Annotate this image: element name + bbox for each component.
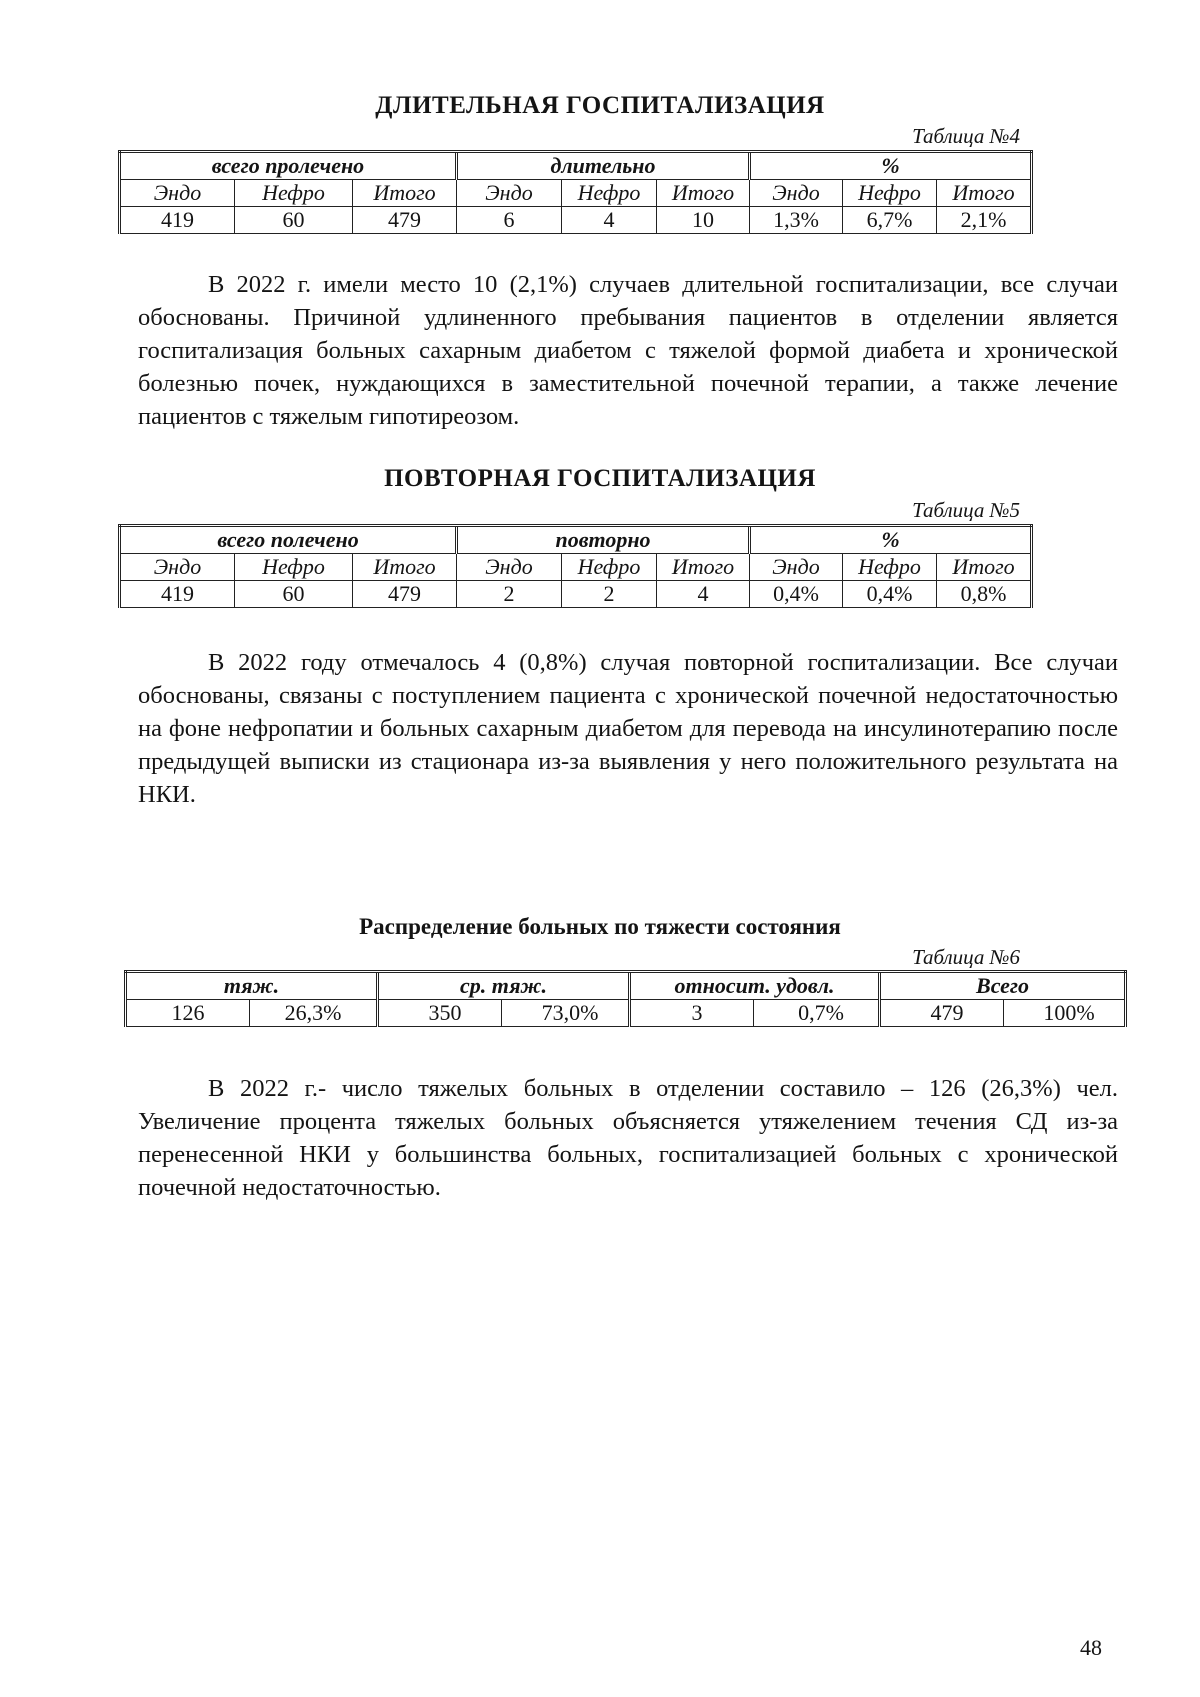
group-header: %: [750, 526, 1032, 554]
table-6: [124, 970, 1127, 1027]
paragraph-severity: В 2022 г.- число тяжелых больных в отделении составило – 126 (26,3%) чел. Увеличение процента тяжелых больных объясняется утяжелением течения СД из-за перенесенной НКИ у большинства больных, госпитализацией больных с хронической почечной недостаточностью.: [138, 1075, 1118, 1201]
table-cell: 4: [562, 207, 657, 234]
group-header: %: [750, 152, 1032, 180]
table-cell: 6: [457, 207, 562, 234]
table-cell: 479: [880, 1000, 1004, 1027]
column-header: Итого: [353, 180, 457, 207]
table-caption-6: Таблица №6: [912, 945, 1020, 969]
table-cell: 2: [562, 581, 657, 608]
column-header: Нефро: [843, 180, 937, 207]
table-cell: 100%: [1004, 1000, 1126, 1027]
group-header: тяж.: [126, 972, 378, 1000]
column-header: Нефро: [562, 554, 657, 581]
column-header: Итого: [657, 554, 750, 581]
table-6-group-row: [126, 972, 1126, 1000]
table-cell: 419: [120, 207, 235, 234]
paragraph-long-hospitalization: В 2022 г. имели место 10 (2,1%) случаев длительной госпитализации, все случаи обоснованы. Причиной удлиненного пребывания пациентов в отделении является госпитализация больных сахарным диабетом с тяжелой формой диабета и хронической болезнью почек, нуждающихся в заместительной почечной терапии, а также лечение пациентов с тяжелым гипотиреозом.: [138, 271, 1118, 430]
group-header: всего полечено: [120, 526, 457, 554]
table-cell: 0,8%: [937, 581, 1032, 608]
table-cell: 60: [235, 581, 353, 608]
column-header: Эндо: [120, 180, 235, 207]
page-number: 48: [1080, 1635, 1102, 1660]
table-cell: 3: [630, 1000, 754, 1027]
table-cell: 60: [235, 207, 353, 234]
group-header: длительно: [457, 152, 750, 180]
group-header: ср. тяж.: [378, 972, 630, 1000]
section-title-long-hospitalization: ДЛИТЕЛЬНАЯ ГОСПИТАЛИЗАЦИЯ: [375, 92, 825, 119]
table-4-header-row: [120, 180, 1032, 207]
table-cell: 0,4%: [843, 581, 937, 608]
table-5-header-row: [120, 554, 1032, 581]
column-header: Эндо: [120, 554, 235, 581]
table-cell: 0,4%: [750, 581, 843, 608]
column-header: Эндо: [457, 180, 562, 207]
section-title-severity: Распределение больных по тяжести состояния: [359, 914, 841, 939]
column-header: Итого: [937, 180, 1032, 207]
table-caption-5: Таблица №5: [912, 498, 1020, 522]
column-header: Нефро: [562, 180, 657, 207]
group-header: Всего: [880, 972, 1126, 1000]
group-header: повторно: [457, 526, 750, 554]
table-cell: 479: [353, 207, 457, 234]
table-6-value-row: [126, 1000, 1126, 1027]
paragraph-repeat-hospitalization: В 2022 году отмечалось 4 (0,8%) случая повторной госпитализации. Все случаи обоснованы, связаны с поступлением пациента с хронической почечной недостаточностью на фоне нефропатии и больных сахарным диабетом для перевода на инсулинотерапию после предыдущей выписки из стационара из-за выявления у него положительного результата на НКИ.: [138, 649, 1118, 808]
table-4: [118, 150, 1033, 234]
column-header: Итого: [353, 554, 457, 581]
table-cell: 2: [457, 581, 562, 608]
table-4-group-row: [120, 152, 1032, 180]
table-cell: 350: [378, 1000, 502, 1027]
table-cell: 26,3%: [250, 1000, 378, 1027]
column-header: Итого: [657, 180, 750, 207]
table-cell: 2,1%: [937, 207, 1032, 234]
column-header: Нефро: [235, 554, 353, 581]
table-cell: 126: [126, 1000, 250, 1027]
column-header: Эндо: [750, 554, 843, 581]
table-cell: 479: [353, 581, 457, 608]
table-5: [118, 524, 1033, 608]
table-5-value-row: [120, 581, 1032, 608]
table-4-value-row: [120, 207, 1032, 234]
column-header: Нефро: [843, 554, 937, 581]
group-header: всего пролечено: [120, 152, 457, 180]
table-cell: 0,7%: [754, 1000, 880, 1027]
table-5-group-row: [120, 526, 1032, 554]
table-cell: 10: [657, 207, 750, 234]
group-header: относит. удовл.: [630, 972, 880, 1000]
table-cell: 1,3%: [750, 207, 843, 234]
table-caption-4: Таблица №4: [912, 124, 1020, 148]
column-header: Эндо: [750, 180, 843, 207]
table-cell: 419: [120, 581, 235, 608]
table-cell: 6,7%: [843, 207, 937, 234]
section-title-repeat-hospitalization: ПОВТОРНАЯ ГОСПИТАЛИЗАЦИЯ: [384, 465, 816, 492]
column-header: Нефро: [235, 180, 353, 207]
column-header: Итого: [937, 554, 1032, 581]
column-header: Эндо: [457, 554, 562, 581]
table-cell: 4: [657, 581, 750, 608]
table-cell: 73,0%: [502, 1000, 630, 1027]
